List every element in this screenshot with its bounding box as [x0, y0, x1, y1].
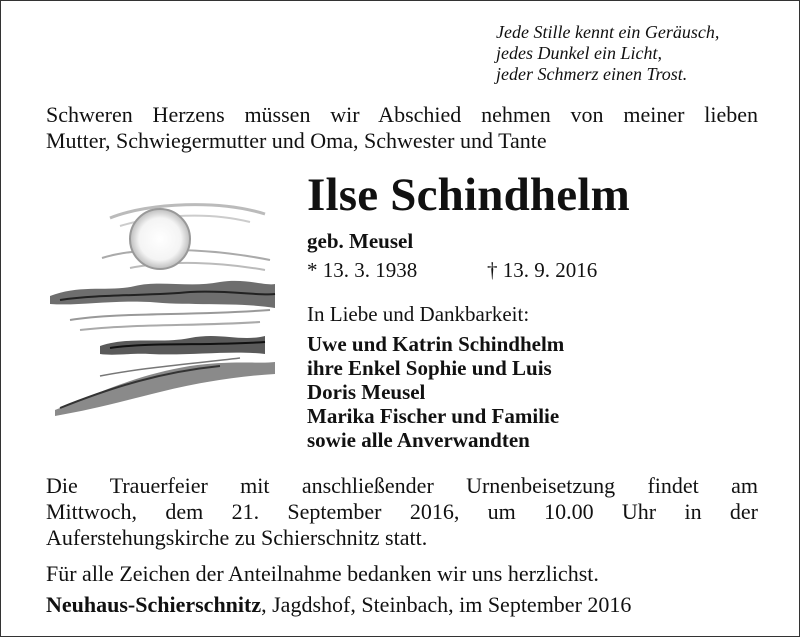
- funeral-service-text: [46, 473, 758, 551]
- mourners-list: [307, 332, 564, 452]
- mourner-line: Marika Fischer und Familie: [307, 404, 560, 428]
- gratitude-text: Für alle Zeichen der Anteilnahme bedanken wir uns herzlichst.: [46, 561, 599, 586]
- place-main: Neuhaus-Schierschnitz: [46, 592, 262, 617]
- motto-line-3: jeder Schmerz einen Trost.: [496, 64, 688, 84]
- mourner-line: ihre Enkel Sophie und Luis: [307, 356, 552, 380]
- motto-line-1: Jede Stille kennt ein Geräusch,: [496, 22, 720, 42]
- landscape-sun-illustration: [40, 196, 280, 420]
- deceased-name: Ilse Schindhelm: [307, 169, 630, 221]
- mourner-line: Doris Meusel: [307, 380, 426, 404]
- intro-line-1: Schweren Herzens müssen wir Abschied nehmen von meiner lieben: [46, 102, 758, 127]
- service-line-2: Mittwoch, dem 21. September 2016, um 10.00 Uhr in der: [46, 499, 758, 524]
- service-line-3: Auferstehungskirche zu Schierschnitz statt.: [46, 525, 428, 550]
- place-rest: , Jagdshof, Steinbach, im September 2016: [261, 592, 632, 617]
- service-line-1: Die Trauerfeier mit anschließender Urnenbeisetzung findet am: [46, 473, 758, 498]
- mourners-heading: In Liebe und Dankbarkeit:: [307, 302, 530, 326]
- birth-name: geb. Meusel: [307, 229, 414, 253]
- death-date: † 13. 9. 2016: [487, 258, 598, 282]
- motto-line-2: jedes Dunkel ein Licht,: [496, 43, 662, 63]
- place-date-line: [46, 592, 631, 618]
- mourner-line: sowie alle Anverwandten: [307, 428, 530, 452]
- motto-quote: [496, 22, 786, 85]
- intro-line-2: Mutter, Schwiegermutter und Oma, Schwester und Tante: [46, 128, 547, 153]
- mourner-line: Uwe und Katrin Schindhelm: [307, 332, 565, 356]
- birth-date: * 13. 3. 1938: [307, 258, 418, 282]
- intro-text: [46, 102, 758, 154]
